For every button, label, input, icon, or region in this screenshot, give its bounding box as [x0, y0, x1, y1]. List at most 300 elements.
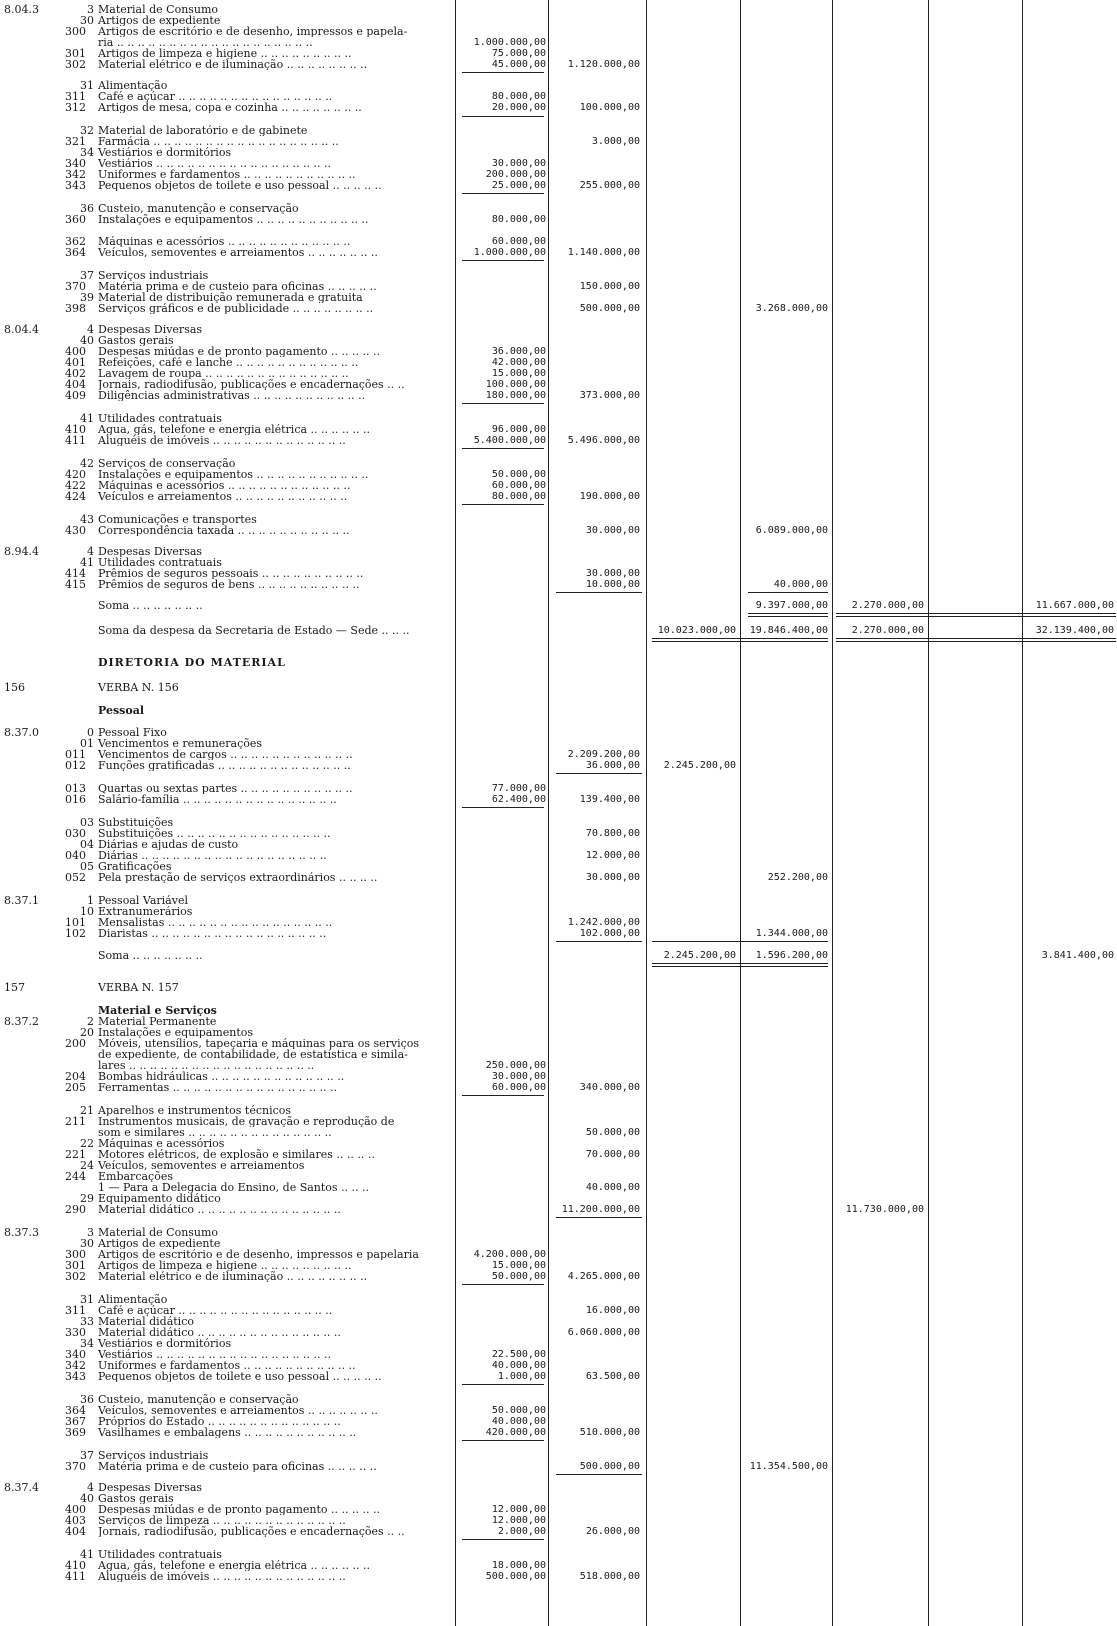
item-label: Prêmios de seguros pessoais .. .. .. .. .. .. .. .. .. ..: [98, 568, 364, 580]
table-row: [0, 1338, 1117, 1349]
table-row: [0, 1349, 1117, 1360]
table-row: [0, 1016, 1117, 1027]
item-label: Material de distribuição remunerada e gratuita: [98, 292, 363, 304]
table-row: [0, 1515, 1117, 1526]
item-label: Matéria prima e de custeio para oficinas .. .. .. .. ..: [98, 1461, 377, 1473]
table-row: [0, 738, 1117, 749]
section-heading: DIRETORIA DO MATERIAL: [98, 657, 286, 669]
item-label: Diárias .. .. .. .. .. .. .. .. .. .. .. .. .. .. .. .. .. ..: [98, 850, 327, 862]
table-row: [0, 546, 1117, 557]
group-code: 37: [80, 269, 94, 282]
item-code: 330: [65, 1326, 86, 1339]
sum-rule: [462, 448, 544, 449]
item-label: Pessoal: [98, 705, 145, 717]
item-label: VERBA N. 157: [98, 982, 179, 994]
sum-rule: [556, 1474, 642, 1475]
item-label: Despesas Diversas: [98, 324, 203, 336]
amount-v1: 18.000,00: [491, 1560, 546, 1571]
item-label: Artigos de escritório e de desenho, impressos e papelaria: [98, 1249, 419, 1261]
amount-v2: 16.000,00: [585, 1305, 640, 1316]
item-code: 211: [65, 1115, 86, 1128]
group-code: 2: [87, 1015, 94, 1028]
amount-v5: 2.270.000,00: [851, 625, 924, 636]
table-row: [0, 236, 1117, 247]
table-row: [0, 1116, 1117, 1127]
item-code: 367: [65, 1415, 86, 1428]
item-code: 040: [65, 849, 86, 862]
item-label: Alimentação: [98, 1294, 168, 1306]
sum-rule: [462, 1539, 544, 1540]
sum-rule: [556, 1217, 642, 1218]
item-label: Instalações e equipamentos .. .. .. .. .. .. .. .. .. .. ..: [98, 214, 369, 226]
amount-v1: 45.000,00: [491, 59, 546, 70]
item-label: Artigos de mesa, copa e cozinha .. .. .. .. .. .. .. ..: [98, 102, 362, 114]
item-code: 343: [65, 1370, 86, 1383]
amount-v1: 1.000.000,00: [473, 247, 546, 258]
table-row: [0, 917, 1117, 928]
item-label: Gratificações: [98, 861, 172, 873]
amount-v1: 62.400,00: [491, 794, 546, 805]
table-row: [0, 525, 1117, 536]
group-code: 39: [80, 291, 94, 304]
group-code: 42: [80, 457, 94, 470]
item-code: 013: [65, 782, 86, 795]
section-code: 8.37.3: [4, 1226, 39, 1239]
item-label: Uniformes e fardamentos .. .. .. .. .. .. .. .. .. .. ..: [98, 169, 356, 181]
table-row: [0, 169, 1117, 180]
sum-rule: [462, 72, 544, 73]
item-label: lares .. .. .. .. .. .. .. .. .. .. .. .. .. .. .. .. .. ..: [98, 1060, 315, 1072]
item-code: 400: [65, 345, 86, 358]
item-code: 340: [65, 1348, 86, 1361]
amount-v1: 60.000,00: [491, 480, 546, 491]
amount-v2: 373.000,00: [579, 390, 640, 401]
table-row: [0, 335, 1117, 346]
item-label: Água, gás, telefone e energia elétrica .. .. .. .. .. ..: [98, 1560, 370, 1572]
item-label: Vestiários e dormitórios: [98, 147, 232, 159]
table-row: [0, 102, 1117, 113]
item-label: Mensalistas .. .. .. .. .. .. .. .. .. .. .. .. .. .. .. ..: [98, 917, 333, 929]
item-label: Material didático: [98, 1316, 194, 1328]
item-code: 340: [65, 157, 86, 170]
table-row: [0, 749, 1117, 760]
amount-v1: 75.000,00: [491, 48, 546, 59]
amount-v3: 2.245.200,00: [663, 950, 736, 961]
item-label: Despesas miúdas e de pronto pagamento .. .. .. .. ..: [98, 1504, 380, 1516]
amount-v2: 518.000,00: [579, 1571, 640, 1582]
table-row: [0, 1371, 1117, 1382]
item-label: Despesas Diversas: [98, 1482, 203, 1494]
item-label: Funções gratificadas .. .. .. .. .. .. .. .. .. .. .. .. ..: [98, 760, 351, 772]
section-code: 8.04.4: [4, 323, 39, 336]
group-code: 31: [80, 1293, 94, 1306]
amount-v4: 252.200,00: [767, 872, 828, 883]
table-row: [0, 1082, 1117, 1093]
amount-v6: 11.667.000,00: [1035, 600, 1114, 611]
amount-v1: 180.000,00: [485, 390, 546, 401]
group-code: 20: [80, 1026, 94, 1039]
table-row: [0, 136, 1117, 147]
table-row: [0, 1204, 1117, 1215]
amount-v2: 1.242.000,00: [567, 917, 640, 928]
amount-v1: 30.000,00: [491, 158, 546, 169]
table-row: [0, 1405, 1117, 1416]
item-code: 404: [65, 378, 86, 391]
table-row: [0, 1138, 1117, 1149]
sum-rule: [462, 807, 544, 808]
group-code: 03: [80, 816, 94, 829]
group-code: 43: [80, 513, 94, 526]
table-row: [0, 557, 1117, 568]
item-label: Material didático .. .. .. .. .. .. .. .. .. .. .. .. .. ..: [98, 1204, 341, 1216]
item-label: Veículos, semoventes e arreiamentos: [98, 1160, 305, 1172]
amount-v1: 50.000,00: [491, 1271, 546, 1282]
table-row: [0, 682, 1117, 693]
group-code: 31: [80, 79, 94, 92]
section-code: 8.37.2: [4, 1015, 39, 1028]
item-code: 200: [65, 1037, 86, 1050]
amount-v1: 50.000,00: [491, 1405, 546, 1416]
amount-v1: 20.000,00: [491, 102, 546, 113]
item-code: 311: [65, 1304, 86, 1317]
item-label: Material elétrico e de iluminação .. .. .. .. .. .. .. ..: [98, 59, 368, 71]
item-label: Material de Consumo: [98, 1227, 219, 1239]
item-label: VERBA N. 156: [98, 682, 179, 694]
table-row: [0, 26, 1117, 37]
item-label: ria .. .. .. .. .. .. .. .. .. .. .. .. .. .. .. .. .. .. ..: [98, 37, 313, 49]
group-code: 4: [87, 545, 94, 558]
item-label: Utilidades contratuais: [98, 557, 222, 569]
table-row: [0, 303, 1117, 314]
item-label: Custeio, manutenção e conservação: [98, 203, 299, 215]
sum-rule: [462, 260, 544, 261]
item-label: Vestiários .. .. .. .. .. .. .. .. .. .. .. .. .. .. .. .. ..: [98, 1349, 331, 1361]
sum-rule: [556, 592, 642, 593]
item-label: Matéria prima e de custeio para oficinas .. .. .. .. ..: [98, 281, 377, 293]
group-code: 4: [87, 1481, 94, 1494]
total-rule: [748, 613, 828, 617]
amount-v4: 40.000,00: [773, 579, 828, 590]
table-row: [0, 783, 1117, 794]
item-label: Material didático .. .. .. .. .. .. .. .. .. .. .. .. .. ..: [98, 1327, 341, 1339]
table-row: [0, 1127, 1117, 1138]
table-row: [0, 424, 1117, 435]
item-label: Material Permanente: [98, 1016, 217, 1028]
item-code: 370: [65, 1460, 86, 1473]
item-label: Uniformes e fardamentos .. .. .. .. .. .. .. .. .. .. ..: [98, 1360, 356, 1372]
sum-rule: [462, 1384, 544, 1385]
section-code: 8.94.4: [4, 545, 39, 558]
table-row: [0, 1071, 1117, 1082]
item-label: Veículos e arreiamentos .. .. .. .. .. .. .. .. .. .. ..: [98, 491, 348, 503]
table-row: [0, 1193, 1117, 1204]
item-label: Soma .. .. .. .. .. .. ..: [98, 950, 203, 962]
item-label: Pela prestação de serviços extraordinários .. .. .. ..: [98, 872, 378, 884]
item-label: Diaristas .. .. .. .. .. .. .. .. .. .. .. .. .. .. .. .. ..: [98, 928, 327, 940]
amount-v4: 3.268.000,00: [755, 303, 828, 314]
group-code: 29: [80, 1192, 94, 1205]
item-code: 101: [65, 916, 86, 929]
table-row: [0, 514, 1117, 525]
item-label: Comunicações e transportes: [98, 514, 257, 526]
table-row: [0, 1160, 1117, 1171]
item-code: 410: [65, 423, 86, 436]
amount-v2: 50.000,00: [585, 1127, 640, 1138]
item-label: Gastos gerais: [98, 1493, 174, 1505]
item-label: Substituições: [98, 817, 174, 829]
amount-v1: 77.000,00: [491, 783, 546, 794]
group-code: 32: [80, 124, 94, 137]
table-row: [0, 1005, 1117, 1016]
table-row: [0, 1227, 1117, 1238]
item-label: Serviços industriais: [98, 270, 209, 282]
item-code: 401: [65, 356, 86, 369]
amount-v1: 15.000,00: [491, 1260, 546, 1271]
item-label: Café e açúcar .. .. .. .. .. .. .. .. .. .. .. .. .. .. ..: [98, 91, 333, 103]
table-row: [0, 861, 1117, 872]
item-label: Vestiários .. .. .. .. .. .. .. .. .. .. .. .. .. .. .. .. ..: [98, 158, 331, 170]
amount-v6: 3.841.400,00: [1041, 950, 1114, 961]
amount-v2: 5.496.000,00: [567, 435, 640, 446]
table-row: [0, 292, 1117, 303]
item-code: 300: [65, 25, 86, 38]
item-code: 030: [65, 827, 86, 840]
table-row: [0, 579, 1117, 590]
table-row: [0, 390, 1117, 401]
amount-v3: 2.245.200,00: [663, 760, 736, 771]
item-label: Utilidades contratuais: [98, 1549, 222, 1561]
item-label: Lavagem de roupa .. .. .. .. .. .. .. .. .. .. .. .. .. ..: [98, 368, 349, 380]
group-code: 40: [80, 334, 94, 347]
item-label: Móveis, utensílios, tapeçaria e máquinas para os serviços: [98, 1038, 420, 1050]
item-label: Máquinas e acessórios .. .. .. .. .. .. .. .. .. .. .. ..: [98, 480, 351, 492]
item-code: 411: [65, 434, 86, 447]
item-label: Instalações e equipamentos: [98, 1027, 254, 1039]
table-row: [0, 247, 1117, 258]
item-code: 311: [65, 90, 86, 103]
sum-rule: [462, 116, 544, 117]
table-row: [0, 1394, 1117, 1405]
item-code: 016: [65, 793, 86, 806]
item-code: 302: [65, 1270, 86, 1283]
amount-v1: 40.000,00: [491, 1416, 546, 1427]
amount-v2: 70.000,00: [585, 1149, 640, 1160]
group-code: 24: [80, 1159, 94, 1172]
amount-v1: 2.000,00: [497, 1526, 546, 1537]
item-label: Jornais, radiodifusão, publicações e encadernações .. ..: [98, 1526, 405, 1538]
table-row: [0, 346, 1117, 357]
total-rule: [652, 963, 828, 967]
item-label: Soma .. .. .. .. .. .. ..: [98, 600, 203, 612]
item-label: Material elétrico e de iluminação .. .. .. .. .. .. .. ..: [98, 1271, 368, 1283]
item-label: Bombas hidráulicas .. .. .. .. .. .. .. .. .. .. .. .. ..: [98, 1071, 345, 1083]
item-label: Embarcações: [98, 1171, 173, 1183]
table-row: [0, 1305, 1117, 1316]
item-label: Vencimentos de cargos .. .. .. .. .. .. .. .. .. .. .. ..: [98, 749, 353, 761]
amount-v1: 80.000,00: [491, 91, 546, 102]
item-code: 012: [65, 759, 86, 772]
amount-v5: 2.270.000,00: [851, 600, 924, 611]
amount-v1: 40.000,00: [491, 1360, 546, 1371]
item-code: 403: [65, 1514, 86, 1527]
sum-rule: [462, 504, 544, 505]
amount-v2: 139.400,00: [579, 794, 640, 805]
section-code: 8.37.4: [4, 1481, 39, 1494]
amount-v1: 60.000,00: [491, 1082, 546, 1093]
item-label: Correspondência taxada .. .. .. .. .. .. .. .. .. .. ..: [98, 525, 350, 537]
amount-v2: 36.000,00: [585, 760, 640, 771]
item-label: Pessoal Fixo: [98, 727, 167, 739]
table-row: [0, 368, 1117, 379]
item-label: Artigos de escritório e de desenho, impressos e papela-: [98, 26, 408, 38]
sum-rule: [462, 193, 544, 194]
item-label: Artigos de expediente: [98, 15, 221, 27]
item-label: Café e açúcar .. .. .. .. .. .. .. .. .. .. .. .. .. .. ..: [98, 1305, 333, 1317]
table-row: [0, 203, 1117, 214]
item-label: Pequenos objetos de toilete e uso pessoal .. .. .. .. ..: [98, 180, 382, 192]
group-code: 41: [80, 412, 94, 425]
total-rule: [836, 638, 1116, 642]
item-code: 420: [65, 468, 86, 481]
amount-v2: 255.000,00: [579, 180, 640, 191]
section-code: 8.04.3: [4, 3, 39, 16]
table-row: [0, 1294, 1117, 1305]
item-code: 244: [65, 1170, 86, 1183]
item-label: Despesas miúdas e de pronto pagamento .. .. .. .. ..: [98, 346, 380, 358]
amount-v4: 1.596.200,00: [755, 950, 828, 961]
amount-v4: 19.846.400,00: [749, 625, 828, 636]
item-label: Material de laboratório e de gabinete: [98, 125, 308, 137]
table-row: [0, 1560, 1117, 1571]
group-code: 30: [80, 1237, 94, 1250]
amount-v2: 2.209.200,00: [567, 749, 640, 760]
amount-v2: 510.000,00: [579, 1427, 640, 1438]
section-code: 156: [4, 681, 25, 694]
total-rule: [836, 613, 1116, 617]
amount-v2: 500.000,00: [579, 1461, 640, 1472]
item-label: 1 — Para a Delegacia do Ensino, de Santos .. .. ..: [98, 1182, 370, 1194]
table-row: [0, 1038, 1117, 1049]
amount-v2: 500.000,00: [579, 303, 640, 314]
table-row: [0, 1504, 1117, 1515]
group-code: 21: [80, 1104, 94, 1117]
item-code: 011: [65, 748, 86, 761]
amount-v1: 25.000,00: [491, 180, 546, 191]
group-code: 04: [80, 838, 94, 851]
sum-rule: [748, 592, 828, 593]
item-label: de expediente, de contabilidade, de estatística e simila-: [98, 1049, 408, 1061]
table-row: [0, 1105, 1117, 1116]
table-row: [0, 1049, 1117, 1060]
item-label: Próprios do Estado .. .. .. .. .. .. .. .. .. .. .. .. ..: [98, 1416, 341, 1428]
group-code: 1: [87, 894, 94, 907]
group-code: 36: [80, 1393, 94, 1406]
amount-v1: 100.000,00: [485, 379, 546, 390]
item-code: 411: [65, 1570, 86, 1583]
item-code: 360: [65, 213, 86, 226]
item-label: Instrumentos musicais, de gravação e reprodução de: [98, 1116, 395, 1128]
amount-v1: 96.000,00: [491, 424, 546, 435]
table-row: [0, 1260, 1117, 1271]
item-code: 414: [65, 567, 86, 580]
table-row: [0, 214, 1117, 225]
item-label: Prêmios de seguros de bens .. .. .. .. .. .. .. .. .. ..: [98, 579, 360, 591]
table-row: [0, 1450, 1117, 1461]
item-label: Despesas Diversas: [98, 546, 203, 558]
amount-v1: 1.000,00: [497, 1371, 546, 1382]
item-label: Gastos gerais: [98, 335, 174, 347]
item-code: 404: [65, 1525, 86, 1538]
table-row: [0, 125, 1117, 136]
amount-v2: 340.000,00: [579, 1082, 640, 1093]
sum-rule: [556, 941, 642, 942]
table-row: [0, 600, 1117, 611]
table-row: [0, 379, 1117, 390]
section-code: 8.37.0: [4, 726, 39, 739]
item-code: 364: [65, 1404, 86, 1417]
item-code: 321: [65, 135, 86, 148]
table-row: [0, 625, 1117, 636]
item-label: Soma da despesa da Secretaria de Estado — Sede .. .. ..: [98, 625, 410, 637]
item-label: Substituições .. .. .. .. .. .. .. .. .. .. .. .. .. .. ..: [98, 828, 331, 840]
table-row: [0, 1461, 1117, 1472]
amount-v1: 420.000,00: [485, 1427, 546, 1438]
item-code: 205: [65, 1081, 86, 1094]
item-label: Pequenos objetos de toilete e uso pessoal .. .. .. .. ..: [98, 1371, 382, 1383]
table-row: [0, 760, 1117, 771]
amount-v2: 1.140.000,00: [567, 247, 640, 258]
amount-v1: 5.400.000,00: [473, 435, 546, 446]
table-row: [0, 872, 1117, 883]
table-row: [0, 1249, 1117, 1260]
amount-v2: 190.000,00: [579, 491, 640, 502]
amount-v2: 70.800,00: [585, 828, 640, 839]
table-row: [0, 158, 1117, 169]
amount-v2: 3.000,00: [591, 136, 640, 147]
item-label: Material e Serviços: [98, 1005, 217, 1017]
item-code: 364: [65, 246, 86, 259]
amount-v4: 9.397.000,00: [755, 600, 828, 611]
table-row: [0, 491, 1117, 502]
item-code: 400: [65, 1503, 86, 1516]
group-code: 01: [80, 737, 94, 750]
item-code: 424: [65, 490, 86, 503]
sum-rule: [462, 1284, 544, 1285]
group-code: 41: [80, 556, 94, 569]
amount-v1: 42.000,00: [491, 357, 546, 368]
section-code: 8.37.1: [4, 894, 39, 907]
item-code: 415: [65, 578, 86, 591]
group-code: 40: [80, 1492, 94, 1505]
item-label: Farmácia .. .. .. .. .. .. .. .. .. .. .. .. .. .. .. .. .. ..: [98, 136, 339, 148]
item-label: Serviços industriais: [98, 1450, 209, 1462]
amount-v2: 1.120.000,00: [567, 59, 640, 70]
group-code: 30: [80, 14, 94, 27]
item-label: Diligências administrativas .. .. .. .. .. .. .. .. .. .. ..: [98, 390, 366, 402]
table-row: [0, 928, 1117, 939]
item-code: 312: [65, 101, 86, 114]
item-label: Aluguéis de imóveis .. .. .. .. .. .. .. .. .. .. .. .. ..: [98, 435, 346, 447]
sum-rule: [462, 1095, 544, 1096]
amount-v1: 80.000,00: [491, 214, 546, 225]
item-label: Veículos, semoventes e arreiamentos .. .. .. .. .. .. ..: [98, 1405, 378, 1417]
item-code: 301: [65, 1259, 86, 1272]
table-row: [0, 1271, 1117, 1282]
table-row: [0, 982, 1117, 993]
item-code: 302: [65, 58, 86, 71]
group-code: 36: [80, 202, 94, 215]
group-code: 3: [87, 3, 94, 16]
